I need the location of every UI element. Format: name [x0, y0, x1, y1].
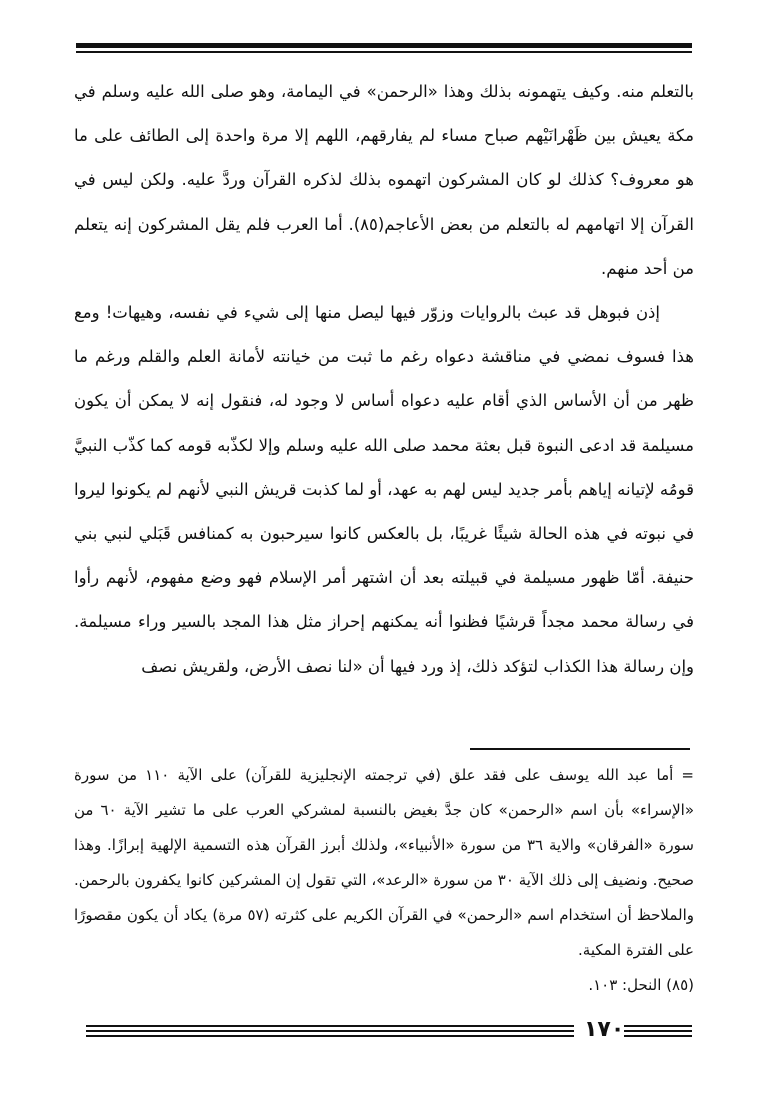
footer-rule-right — [624, 1025, 692, 1027]
header-rule-thin — [76, 51, 692, 53]
footnote-continued: = أما عبد الله يوسف على فقد علق (في ترجمته الإنجليزية للقرآن) على الآية ١١٠ من سورة «الإسراء» بأن اسم «الرحمن» كان جدَّ بغيض بالنسبة لمشركي العرب على ما تشير الآية ٦٠ من سورة «الفرقان» والاية ٣٦ من سورة «الأنبياء»، ولذلك أبرز القرآن هذه التسمية الإلهية إبرازًا. وهذا صحيح. ونضيف إلى ذلك الآية ٣٠ من سورة «الرعد»، التي تقول إن المشركين كانوا يكفرون بالرحمن. والملاحظ أن استخدام اسم «الرحمن» في القرآن الكريم على كثرته (٥٧ مرة) يكاد أن يكون مقصورًا على الفترة المكية. — [74, 766, 694, 959]
page-number: ١٧٠ — [584, 1017, 625, 1042]
header-rule-thick — [76, 43, 692, 48]
footer-rule-left — [86, 1035, 574, 1037]
header-double-rule — [76, 43, 692, 55]
body-paragraph-2: إذن فبوهل قد عبث بالروايات وزوّر فيها ليصل منها إلى شيء في نفسه، وهيهات! ومع هذا فسوف نمضي في مناقشة دعواه رغم ما ثبت من خيانته لأمانة العلم والقلم ورغم ما ظهر من أن الأساس الذي أقام عليه دعواه أساس لا وجود له، فنقول إنه لا يمكن أن يكون مسيلمة قد ادعى النبوة قبل بعثة محمد صلى الله عليه وسلم وإلا لكذّبه قومه كما كذّب النبيَّ قومُه لإتيانه إياهم بأمر جديد ليس لهم به عهد، أو لما كذبت قريش النبي لأنهم لم يكونوا ليروا في نبوته في هذه الحالة شيئًا غريبًا، بل بالعكس كانوا سيرحبون به كمنافس قَبَلي لنبي بني حنيفة. أمّا ظهور مسيلمة في قبيلته بعد أن اشتهر أمر الإسلام فهو وضع مفهوم، لأنهم رأوا في رسالة محمد مجداً قرشيًا فظنوا أنه يمكنهم إحراز مثل هذا المجد بالسير وراء مسيلمة. وإن رسالة هذا الكذاب لتؤكد ذلك، إذ ورد فيها أن «لنا نصف الأرض، ولقريش نصف — [74, 303, 694, 676]
footnote-separator — [470, 748, 690, 750]
footer-rule-left — [86, 1030, 574, 1032]
body-paragraph-1: بالتعلم منه. وكيف يتهمونه بذلك وهذا «الرحمن» في اليمامة، وهو صلى الله عليه وسلم في مكة يعيش بين ظَهْرانَيْهم صباح مساء لم يفارقهم، اللهم إلا مرة واحدة إلى الطائف على ما هو معروف؟ كذلك لو كان المشركون اتهموه بذلك لذكره القرآن وردَّ عليه. ولكن ليس في القرآن إلا اتهامهم له بالتعلم من بعض الأعاجم(٨٥). أما العرب فلم يقل المشركون إنه يتعلم من أحد منهم. — [74, 82, 694, 278]
footer-rule-left — [86, 1025, 574, 1027]
footnote-85: (٨٥) النحل: ١٠٣. — [588, 976, 694, 994]
page-footer — [86, 1015, 692, 1045]
footer-rule-right — [624, 1030, 692, 1032]
footnotes — [74, 758, 694, 1003]
footer-rule-right — [624, 1035, 692, 1037]
main-text — [74, 70, 694, 689]
